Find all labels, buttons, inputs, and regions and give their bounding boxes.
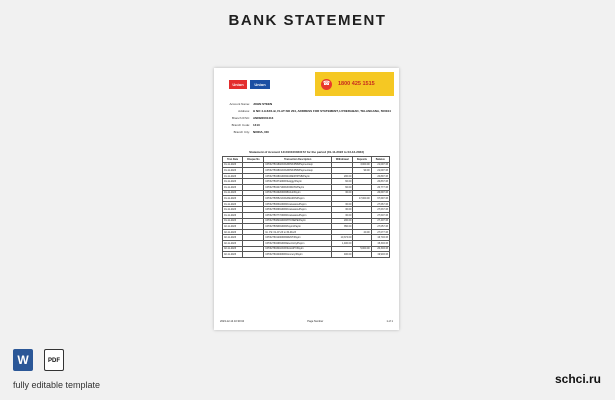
- table-cell: 20,777.33: [371, 184, 389, 190]
- table-cell: 3,000.00: [353, 162, 371, 168]
- table-cell: 21,097.33: [371, 168, 389, 174]
- table-cell: 30.00: [332, 212, 353, 218]
- bank-logo-left: Union Bank: [229, 80, 247, 89]
- table-cell: 30.00: [332, 190, 353, 196]
- table-cell: UPI/327506310/DR/Kiranastore/Paytm: [264, 201, 332, 207]
- info-label: Address:: [238, 109, 250, 113]
- word-file-icon: W: [13, 349, 33, 371]
- column-header: Withdrawal: [332, 157, 353, 163]
- editable-template-label: fully editable template: [13, 380, 101, 390]
- table-cell: 30.00: [332, 207, 353, 213]
- helpline-strip: [315, 72, 394, 96]
- table-cell: UPI/327502801/CR/ABHA/PNB/Paymentsup: [264, 168, 332, 174]
- info-value: 1413: [253, 123, 260, 127]
- table-cell: 01-11-2023: [223, 179, 243, 185]
- table-cell: UPI/327601200/DR/RENT/Paytm: [264, 235, 332, 241]
- table-cell: 01-11-2023: [223, 207, 243, 213]
- table-cell: UPI/327502801/DR/RAMESH/PNB/Paytm: [264, 173, 332, 179]
- table-cell: [353, 252, 371, 258]
- table-cell: 27,057.33: [371, 224, 389, 230]
- table-cell: 99.00: [353, 168, 371, 174]
- column-header: Transaction Description: [264, 157, 332, 163]
- table-cell: 27,077.33: [371, 229, 389, 235]
- table-cell: 20,303.33: [371, 246, 389, 252]
- table-cell: 1,400.00: [332, 240, 353, 246]
- table-cell: 30.00: [332, 201, 353, 207]
- table-cell: 02-11-2023: [223, 224, 243, 230]
- info-label: Branch City:: [233, 130, 250, 134]
- table-cell: 19,903.33: [371, 252, 389, 258]
- statement-title: Statement of Account 141010100023172 for the period (01-11-2023 to 03-12-2023): [249, 150, 364, 154]
- table-cell: UPI/327604400/DR/Grocery/Paytm: [264, 252, 332, 258]
- pdf-file-icon: PDF: [44, 349, 64, 371]
- table-cell: 27,637.33: [371, 207, 389, 213]
- info-row: [222, 109, 394, 113]
- table-cell: 02-11-2023: [223, 229, 243, 235]
- table-cell: 01-11-2023: [223, 173, 243, 179]
- info-label: Branch IFSC:: [231, 116, 250, 120]
- statement-footer: [220, 320, 393, 323]
- table-cell: UPI/327501802/CR/ABHA/PNB/Paymentsup: [264, 162, 332, 168]
- table-cell: 60.00: [332, 184, 353, 190]
- table-cell: 67,697.33: [371, 196, 389, 202]
- table-cell: 200.00: [332, 218, 353, 224]
- table-cell: 15,303.33: [371, 240, 389, 246]
- table-cell: 01-11-2023: [223, 184, 243, 190]
- table-cell: 20,697.33: [371, 190, 389, 196]
- table-body: [223, 162, 390, 257]
- table-cell: 200.00: [332, 173, 353, 179]
- table-cell: 47,000.00: [353, 196, 371, 202]
- info-value: NOIDA, NO: [253, 130, 269, 134]
- column-header: Balance: [371, 157, 389, 163]
- table-cell: 350.00: [332, 224, 353, 230]
- table-cell: 02-11-2023: [223, 246, 243, 252]
- info-row: [222, 102, 394, 106]
- table-cell: 02-11-2023: [223, 252, 243, 258]
- bank-logos: [219, 72, 315, 96]
- table-cell: UPI/327509381/DR/Paytm/Paytm: [264, 224, 332, 230]
- account-info: [222, 102, 394, 137]
- table-cell: 21,097.33: [371, 162, 389, 168]
- table-cell: 20,897.33: [371, 173, 389, 179]
- transaction-table: [222, 156, 390, 258]
- table-cell: 16,703.33: [371, 235, 389, 241]
- table-cell: UPI/327508204/DR/PHONEPE/Paytm: [264, 218, 332, 224]
- info-row: [222, 123, 394, 127]
- table-cell: 01-11-2023: [223, 162, 243, 168]
- bank-logo-right: Union Bank: [250, 80, 270, 89]
- info-row: [222, 116, 394, 120]
- footer-page-label: Page Number: [307, 320, 324, 323]
- footer-timestamp: 2023-12-14 10:30:04: [220, 320, 245, 323]
- table-cell: 02-11-2023: [223, 235, 243, 241]
- statement-document: [214, 68, 399, 330]
- table-cell: UPI/327504920/DR/Blinkit/Paytm: [264, 190, 332, 196]
- column-header: Tran Date: [223, 157, 243, 163]
- table-cell: 10,374.00: [332, 235, 353, 241]
- table-cell: UPI/327503742/DR/Swiggy/Paytm: [264, 179, 332, 185]
- info-value: ANDB0001413: [253, 116, 274, 120]
- column-header: Cheque No: [243, 157, 264, 163]
- info-row: [222, 130, 394, 134]
- table-cell: 27,407.33: [371, 218, 389, 224]
- table-cell: 01-11-2023: [223, 196, 243, 202]
- footer-page-count: 1 of 1: [386, 320, 393, 323]
- table-cell: UPI/327505521/CR/AMAZON/Paytm: [264, 196, 332, 202]
- table-cell: UPI/327603410/CR/SALARY/Paytm: [264, 246, 332, 252]
- table-cell: UPI/327507772/DR/Kiranastore/Paytm: [264, 212, 332, 218]
- table-cell: 01-11-2023: [223, 168, 243, 174]
- table-cell: 60.00: [332, 179, 353, 185]
- table-cell: 27,607.33: [371, 212, 389, 218]
- table-cell: 20.00: [353, 229, 371, 235]
- table-cell: 5,000.00: [353, 246, 371, 252]
- table-cell: 01-11-2023: [223, 218, 243, 224]
- column-header: Deposits: [353, 157, 371, 163]
- table-cell: UPI/327602981/DR/Electricity/Paytm: [264, 240, 332, 246]
- info-label: Branch Code:: [231, 123, 250, 127]
- table-cell: 400.00: [332, 252, 353, 258]
- table-cell: 27,667.33: [371, 201, 389, 207]
- table-cell: UPI/327506991/DR/Kiranastore/Paytm: [264, 207, 332, 213]
- bank-banner: [219, 72, 394, 96]
- page-title: BANK STATEMENT: [228, 12, 387, 29]
- info-value: JOHN STEEN: [253, 102, 273, 106]
- helpline-number: 1800 425 1515: [338, 81, 375, 87]
- table-cell: Int. Pd: 01-07-23 to 30-09-23: [264, 229, 332, 235]
- table-cell: 01-11-2023: [223, 190, 243, 196]
- table-row: [223, 252, 390, 258]
- info-value: H NO 4-9-63/1-B, FLAT NO 204, ADDRESS FOR STATEMENT, HYDERABAD, TELANGANA, 500044: [253, 109, 391, 113]
- site-watermark: schci.ru: [554, 372, 601, 386]
- info-label: Account Name:: [229, 102, 250, 106]
- table-cell: UPI/327504471/DR/ZOMATO/Paytm: [264, 184, 332, 190]
- table-cell: 01-11-2023: [223, 201, 243, 207]
- table-cell: 20,837.33: [371, 179, 389, 185]
- phone-icon: ☎: [321, 79, 332, 90]
- table-cell: 01-11-2023: [223, 212, 243, 218]
- table-cell: 02-11-2023: [223, 240, 243, 246]
- table-cell: [243, 252, 264, 258]
